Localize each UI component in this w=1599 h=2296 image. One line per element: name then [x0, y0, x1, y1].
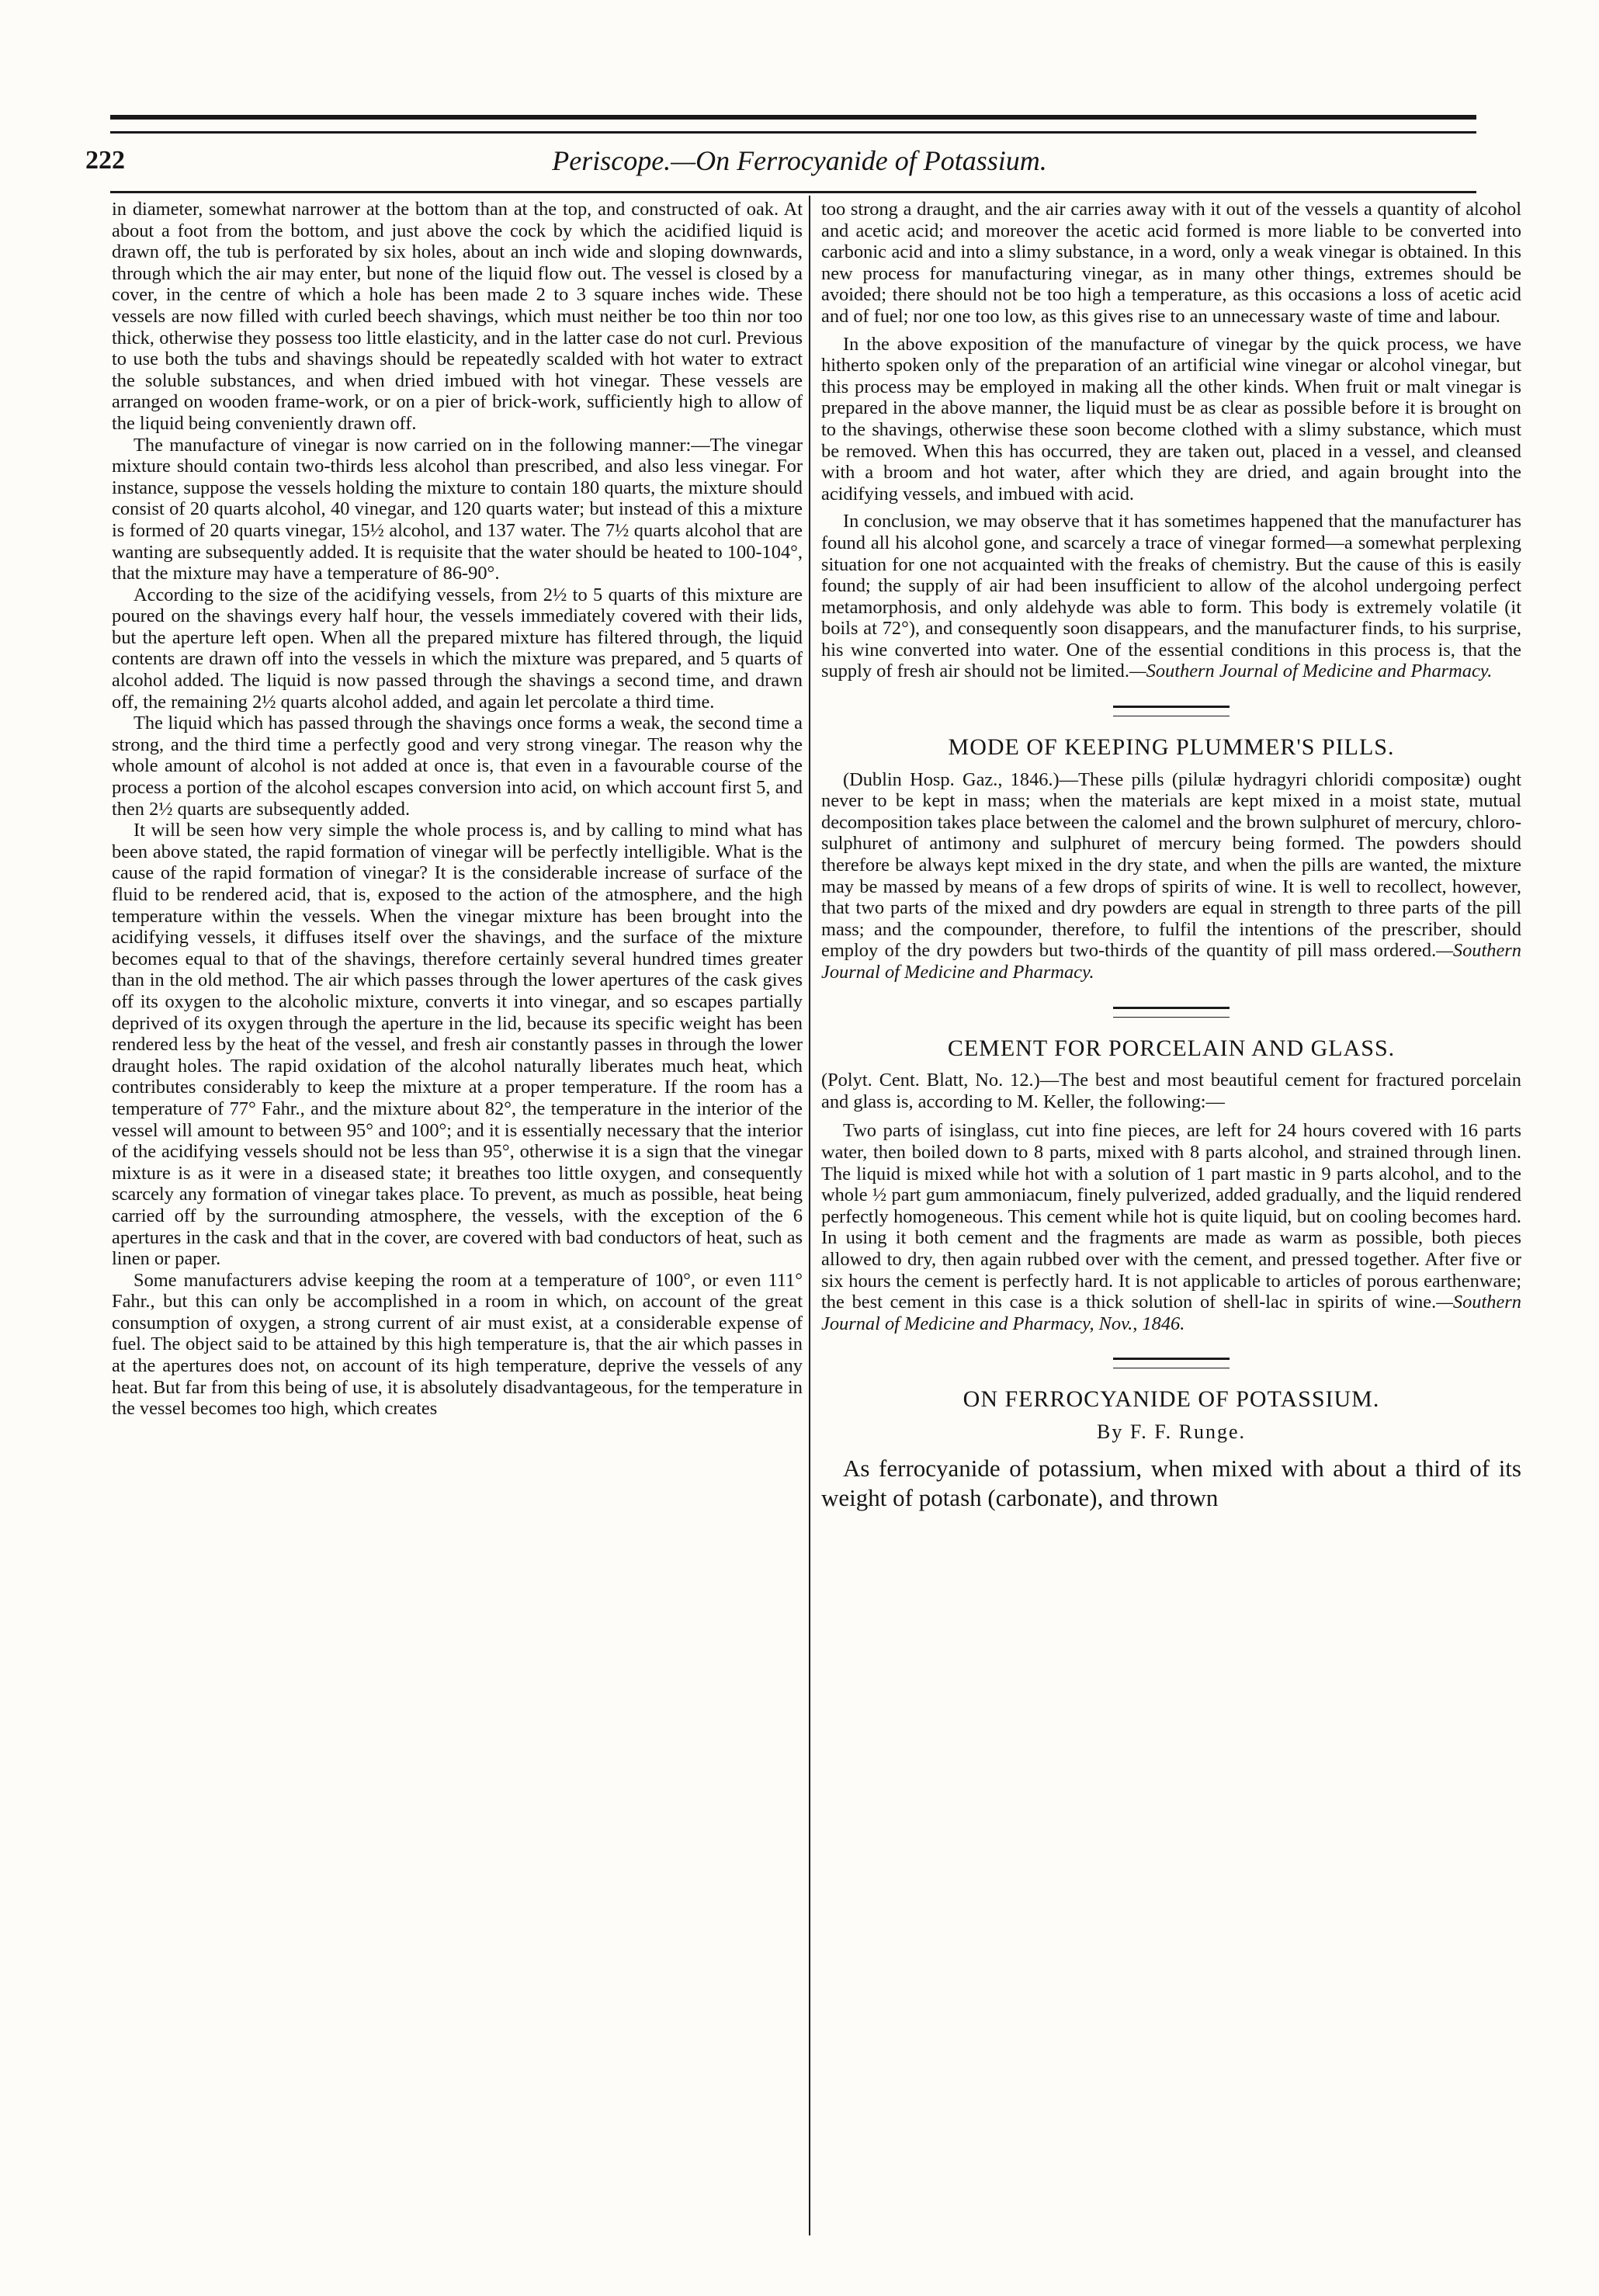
section-divider: [1113, 1007, 1230, 1018]
byline: By F. F. Runge.: [1097, 1420, 1246, 1443]
page-number: 222: [85, 146, 125, 175]
section-title-pills: MODE OF KEEPING PLUMMER'S PILLS.: [948, 734, 1395, 761]
column-divider: [809, 196, 810, 2235]
paragraph-quick-process: In the above exposition of the manufacture of vinegar by the quick process, we have hitherto spoken only of the preparation of an artificial wine vinegar or alcohol vinegar, but this process may be employed in making all the other kinds. When fruit or malt vinegar is prepared in the above manner, the liquid must be as clear as possible before it is brought on to the shavings, otherwise these soon become clothed with a slimy substance, which must be removed. When this has occurred, they are taken out, placed in a vessel, and cleansed with a broom and hot water, after which they are dried, and again brought into the acidifying vessels, and imbued with acid.: [821, 333, 1521, 505]
pills-text: (Dublin Hosp. Gaz., 1846.)—These pills (pilulæ hydragyri chloridi compositæ) ought never to be kept in mass; when the materials are kept mixed in a moist state, mutual decomposition takes place between the calomel and the brown sulphuret of mercury, chloro-sulphuret of antimony and sulphuret of mercury being formed. The powders should therefore be always kept mixed in the dry state, and when the pills are wanted, the mixture may be massed by means of a few drops of spirits of wine. It is well to recollect, however, that two parts of the mixed and dry powders are equal in strength to three parts of the pill mass; and the compounder, therefore, to fulfil the intentions of the prescriber, should employ of the dry powders but two-thirds of the quantity of pill mass ordered.: [821, 768, 1521, 962]
header-rule: [110, 191, 1476, 193]
section-divider: [1113, 1358, 1230, 1368]
right-column: [821, 199, 1521, 1513]
paragraph-draught-continued: too strong a draught, and the air carries away with it out of the vessels a quantity of alcohol and acetic acid; and moreover the acetic acid formed is more liable to be converted into carbonic acid and into a slimy substance, in a word, only a weak vinegar is obtained. In this new process for manufacturing vinegar, as in many other things, extremes should be avoided; there should not be too high a temperature, as this occasions a loss of acetic acid and of fuel; nor one too low, as this gives rise to an unnecessary waste of time and labour.: [821, 199, 1521, 327]
paragraph-room-temperature: Some manufacturers advise keeping the room at a temperature of 100°, or even 111° Fahr., but this can only be accomplished in a room in which, on account of the great consumption of oxygen, a strong current of air must exist, at a considerable expense of fuel. The object said to be attained by this high temperature is, that the air which passes in at the apertures does not, on account of its high temperature, deprive the vessels of any heat. But far from this being of use, it is absolutely disadvantageous, for the temperature in the vessel becomes too high, which creates: [112, 1269, 803, 1420]
cement-text: Two parts of isinglass, cut into fine pieces, are left for 24 hours covered with 16 parts water, then boiled down to 8 parts, mixed with 8 parts alcohol, and strained through linen. The liquid is mixed while hot with a solution of 1 part mastic in 9 parts alcohol, and to the whole ½ part gum ammoniacum, finely pulverized, added gradually, and the liquid rendered perfectly homogeneous. This cement while hot is quite liquid, but on cooling becomes hard. In using it both cement and the fragments are made as warm as possible, both pieces allowed to dry, then again rubbed over with the cement, and pressed together. After five or six hours the cement is perfectly hard. It is not applicable to articles of porous earthenware; the best cement in this case is a thick solution of shell-lac in spirits of wine.: [821, 1120, 1521, 1313]
paragraph-cement-recipe: [821, 1120, 1521, 1334]
paragraph-acidifying-vessels: According to the size of the acidifying vessels, from 2½ to 5 quarts of this mixture are poured on the shavings every half hour, the vessels immediately covered with their lids, but the aperture left open. When all the prepared mixture has filtered through, the liquid contents are drawn off into the vessels in which the mixture was prepared, and 5 quarts of alcohol added. The liquid is now passed through the shavings a second time, and drawn off, the remaining 2½ quarts alcohol added, and again let percolate a third time.: [112, 584, 803, 713]
paragraph-conclusion: [821, 511, 1521, 682]
section-title-cement: CEMENT FOR PORCELAIN AND GLASS.: [947, 1035, 1396, 1061]
cement-source: —Southern Journal of Medicine and Pharmacy, Nov., 1846.: [821, 1292, 1521, 1334]
conclusion-source: —Southern Journal of Medicine and Pharmacy.: [1129, 661, 1493, 682]
paragraph-liquid-passes: The liquid which has passed through the shavings once forms a weak, the second time a strong, and the third time a perfectly good and very strong vinegar. The reason why the whole amount of alcohol is not added at once is, that even in a favourable course of the process a portion of the alcohol escapes conversion into acid, on which account first 5, and then 2½ quarts are subsequently added.: [112, 713, 803, 820]
paragraph-ferrocyanide-lead: As ferrocyanide of potassium, when mixed with about a third of its weight of potash (carbonate), and thrown: [821, 1454, 1521, 1511]
paragraph-vessel-description: in diameter, somewhat narrower at the bottom than at the top, and constructed of oak. At about a foot from the bottom, and just above the cock by which the acidified liquid is drawn off, the tub is perforated by six holes, about an inch wide and sloping downwards, through which the air may enter, but none of the liquid flow out. The vessel is closed by a cover, in the centre of which a hole has been made 2 to 3 square inches wide. These vessels are now filled with curled beech shavings, which must neither be too thin nor too thick, otherwise they possess too little elasticity, and in the latter case do not curl. Previous to use both the tubs and shavings should be repeatedly scalded with hot water to extract the soluble substances, and when dried imbued with hot vinegar. These vessels are arranged on wooden frame-work, or on a pier of brick-work, sufficiently high to allow of the liquid being conveniently drawn off.: [112, 199, 803, 434]
left-column: [112, 199, 803, 1420]
section-title-ferrocyanide: ON FERROCYANIDE OF POTASSIUM.: [963, 1386, 1380, 1413]
paragraph-rapid-formation: It will be seen how very simple the whole process is, and by calling to mind what has been above stated, the rapid formation of vinegar will be perfectly intelligible. What is the cause of the rapid formation of vinegar? It is the considerable increase of surface of the fluid to be rendered acid, that is, exposed to the action of the atmosphere, and the high temperature within the vessels. When the vinegar mixture has been brought into the acidifying vessels, it diffuses itself over the shavings, and the surface of the mixture becomes equal to that of the shavings, therefore certainly several hundred times greater than in the old method. The air which passes through the lower apertures of the cask gives off its oxygen to the alcoholic mixture, converts it into vinegar, and so escapes partially deprived of its oxygen through the aperture in the lid, because its specific weight has been rendered less by the heat of the vessel, and fresh air constantly passes in through the lower draught holes. The rapid oxidation of the alcohol naturally liberates much heat, which contributes considerably to keep the mixture at a proper temperature. If the room has a temperature of 77° Fahr., and the mixture about 82°, the temperature in the interior of the vessel will amount to between 95° and 100°; and it is essentially necessary that the interior of the acidifying vessels should not be less than 95°, otherwise it is a sign that the vinegar mixture is as it were in a diseased state; it breathes too little oxygen, and consequently scarcely any formation of vinegar takes place. To prevent, as much as possible, heat being carried off by the surrounding atmosphere, the vessels, with the exception of the 6 apertures in the cask and that in the cover, are covered with bad conductors of heat, such as linen or paper.: [112, 820, 803, 1270]
running-head: Periscope.—On Ferrocyanide of Potassium.: [552, 145, 1047, 176]
section-divider: [1113, 706, 1230, 716]
paragraph-manufacture-manner: The manufacture of vinegar is now carried on in the following manner:—The vinegar mixture should contain two-thirds less alcohol than prescribed, and also less vinegar. For instance, suppose the vessels holding the mixture to contain 180 quarts, the mixture should consist of 20 quarts alcohol, 40 vinegar, and 120 quarts water; but instead of this a mixture is formed of 20 quarts vinegar, 15½ alcohol, and 137 water. The 7½ quarts alcohol that are wanting are subsequently added. It is requisite that the water should be heated to 100-104°, that the mixture may have a temperature of 86-90°.: [112, 434, 803, 584]
paragraph-cement-intro: (Polyt. Cent. Blatt, No. 12.)—The best and most beautiful cement for fractured porcelain and glass is, according to M. Keller, the following:—: [821, 1070, 1521, 1112]
header-double-rule: [110, 115, 1476, 134]
conclusion-text: In conclusion, we may observe that it has sometimes happened that the manufacturer has found all his alcohol gone, and scarcely a trace of vinegar formed—a somewhat perplexing situation for one not acquainted with the freaks of chemistry. But the cause of this is easily found; the supply of air had been insufficient to allow of the alcohol undergoing perfect metamorphosis, and only aldehyde was able to form. This body is extremely volatile (it boils at 72°), and consequently soon disappears, and the manufacturer finds, to his surprise, his wine converted into water. One of the essential conditions in this process is, that the supply of fresh air should not be limited.: [821, 511, 1521, 682]
paragraph-pills: [821, 769, 1521, 983]
pills-source: —Southern Journal of Medicine and Pharmacy.: [821, 940, 1521, 983]
